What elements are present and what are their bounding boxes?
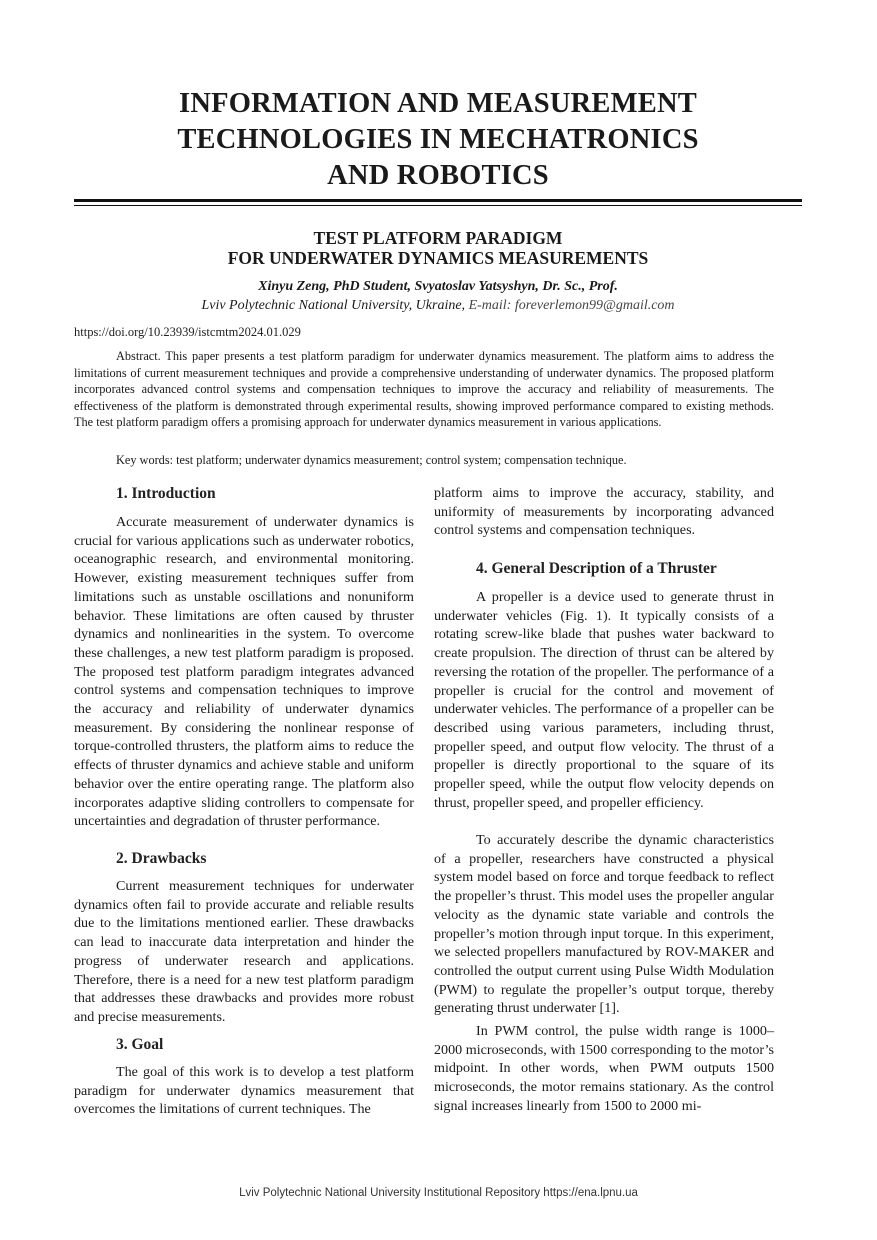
doi-link[interactable]: https://doi.org/10.23939/istcmtm2024.01.029	[74, 325, 301, 339]
affiliation-text: Lviv Polytechnic National University, Ukraine,	[201, 298, 466, 313]
paper-authors: Xinyu Zeng, PhD Student, Svyatoslav Yatsyshyn, Dr. Sc., Prof.	[258, 279, 618, 294]
journal-section-title-line-1: INFORMATION AND MEASUREMENT	[179, 88, 697, 119]
thruster-paragraph-2: To accurately describe the dynamic characteristics of a propeller, researchers have constructed a physical system model based on force and torque feedback to reflect the propeller’s thrust. This model uses the propeller angular velocity as the dynamic state variable and controls the propeller’s motion through input torque. In this experiment, we selected propellers manufactured by ROV-MAKER and controlled the output current using Pulse Width Modulation (PWM) to regulate the propeller’s output torque, thereby generating thrust underwater [1].	[434, 832, 774, 1017]
header-rule-thick	[74, 199, 802, 202]
drawbacks-text: Current measurement techniques for underwater dynamics often fail to provide accurate and reliable results due to the limitations mentioned earlier. These drawbacks can lead to inaccurate data interpretation and hinder the progress of underwater research and applications. Therefore, there is a need for a new test platform paradigm that addresses these drawbacks and provides more robust and precise measurements.	[74, 878, 414, 1025]
author-email[interactable]: E-mail: foreverlemon99@gmail.com	[468, 298, 675, 313]
introduction-text: Accurate measurement of underwater dynamics is crucial for various applications such as underwater robotics, oceanographic research, and environmental monitoring. However, existing measurement techniques suffer from limitations such as unstable oscillations and nonuniform behavior. These limitations are often caused by thruster dynamics and nonlinearities in the system. To overcome these challenges, a new test platform paradigm is proposed. The proposed test platform paradigm integrates advanced control systems and compensation techniques to improve the accuracy and reliability of underwater dynamics measurement. By considering the nonlinear response of torque-controlled thrusters, the platform aims to reduce the effects of thruster dynamics and achieve stable and uniform behavior over the entire operating range. The platform also incorporates adaptive sliding controllers to compensate for uncertainties and degradation of thruster performance.	[74, 514, 414, 830]
header-rule-thin	[74, 205, 802, 206]
goal-text: The goal of this work is to develop a test platform paradigm for underwater dynamics measurement that overcomes the limitations of current techniques. The	[74, 1064, 414, 1118]
heading-thruster: 4. General Description of a Thruster	[476, 560, 717, 577]
paper-affiliation	[74, 298, 802, 314]
keywords	[74, 452, 774, 468]
heading-goal: 3. Goal	[116, 1036, 164, 1053]
journal-section-title-line-3: AND ROBOTICS	[327, 160, 549, 191]
thruster-paragraph-3: In PWM control, the pulse width range is 1000–2000 microseconds, with 1500 corresponding to the motor’s midpoint. In other words, when PWM outputs 1500 microseconds, the motor remains stationary. As the control signal increases linearly from 1500 to 2000 mi-	[434, 1023, 774, 1114]
heading-drawbacks: 2. Drawbacks	[116, 850, 207, 867]
abstract-text: This paper presents a test platform paradigm for underwater dynamics measurement. The platform aims to address the limitations of current measurement techniques and provide a comprehensive understanding of underwater dynamics. The proposed platform incorporates advanced control systems and compensation techniques to improve the accuracy and reliability of measurements. The effectiveness of the platform is demonstrated through experimental results, showing improved performance compared to existing methods. The test platform paradigm offers a promising approach for underwater dynamics measurement in various applications.	[74, 349, 774, 430]
heading-introduction: 1. Introduction	[116, 485, 216, 502]
goal-continuation-text: platform aims to improve the accuracy, stability, and uniformity of measurements by incorporating advanced control systems and compensation techniques.	[434, 485, 774, 539]
keywords-text: test platform; underwater dynamics measurement; control system; compensation technique.	[176, 453, 627, 467]
repository-footer: Lviv Polytechnic National University Institutional Repository https://ena.lpnu.ua	[239, 1187, 638, 1199]
paper-title-line-2: FOR UNDERWATER DYNAMICS MEASUREMENTS	[227, 248, 649, 268]
keywords-label: Key words:	[116, 453, 174, 467]
thruster-paragraph-1: A propeller is a device used to generate thrust in underwater vehicles (Fig. 1). It typically consists of a rotating screw-like blade that pushes water backward to create propulsion. The direction of thrust can be altered by reversing the rotation of the propeller. The performance of a propeller is crucial for the control and movement of underwater vehicles. The performance of a propeller can be described using various parameters, including thrust, propeller speed, and output flow velocity. The thrust of a propeller is directly proportional to the square of its propeller speed, while the output flow velocity depends on thrust, propeller speed, and propeller efficiency.	[434, 589, 774, 811]
abstract	[74, 348, 774, 431]
journal-section-title-line-2: TECHNOLOGIES IN MECHATRONICS	[177, 124, 699, 155]
abstract-label: Abstract.	[116, 349, 161, 363]
paper-title-line-1: TEST PLATFORM PARADIGM	[313, 228, 563, 248]
